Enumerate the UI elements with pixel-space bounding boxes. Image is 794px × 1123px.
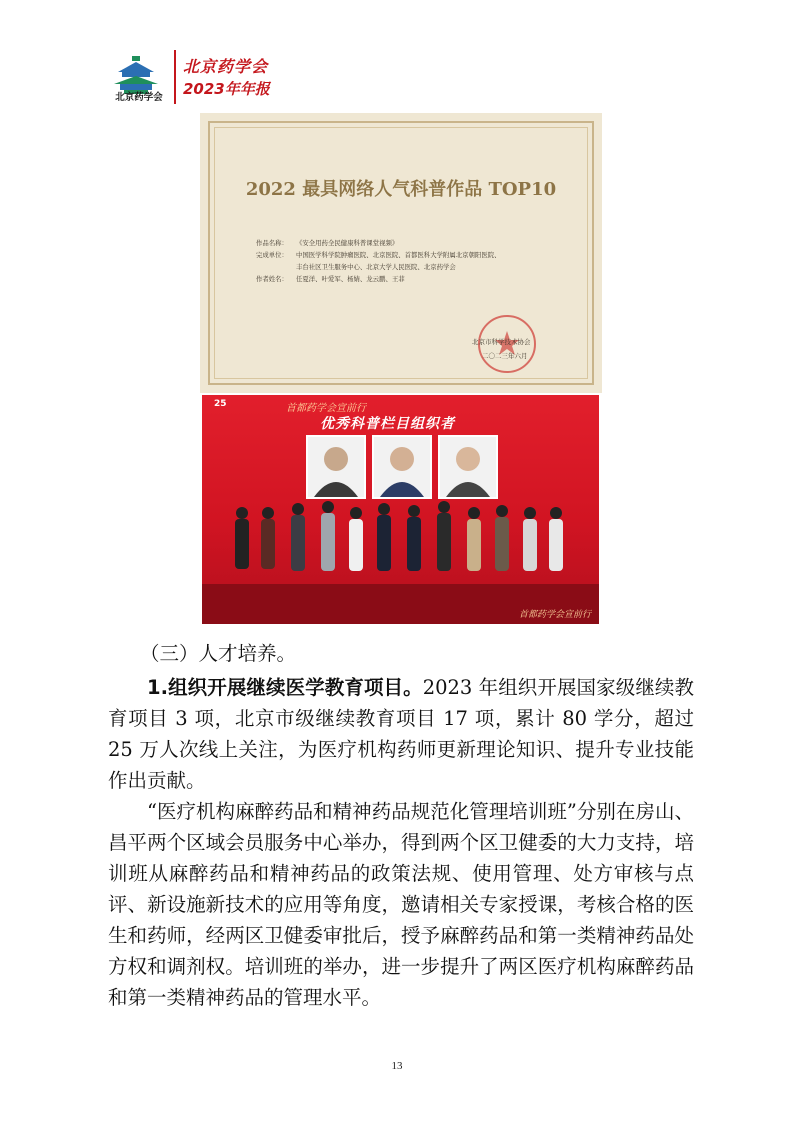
- paragraph-1-lead: 1.组织开展继续医学教育项目。: [147, 676, 423, 699]
- event-banner: 优秀科普栏目组织者: [320, 416, 455, 432]
- page-number: 13: [391, 1060, 403, 1072]
- certificate-row-key: [256, 261, 296, 273]
- award-event-photo: [202, 395, 599, 624]
- header-year-title: 2023年年报: [183, 80, 270, 98]
- certificate-issuer: 北京市科学技术协会: [472, 338, 531, 346]
- certificate-row-key: 作品名称：: [256, 239, 288, 247]
- certificate-title: 2022 最具网络人气科普作品 TOP10: [245, 179, 557, 200]
- paragraph-1-text: 2023 年组织开展国家级继续教育项目 3 项，北京市级继续教育项目 17 项，累计 80 学分，超过 25 万人次线上关注，为医疗机构药师更新理论知识、提升专业技能作出贡献。: [108, 676, 694, 792]
- portrait-photo: [438, 435, 498, 499]
- certificate-row-value: 《安全用药全民健康科普课堂视频》: [296, 239, 399, 247]
- event-script-text: 首都药学会宣前行: [286, 403, 366, 414]
- paragraph-1: [108, 672, 694, 796]
- certificate-row-key: 完成单位：: [256, 251, 288, 259]
- certificate-row: [256, 273, 566, 285]
- certificate-date: 二〇二三年六月: [482, 352, 528, 360]
- portrait-photo: [306, 435, 366, 499]
- certificate-row-value: 任夏洋、叶爱军、杨婧、龙云鹏、王菲: [296, 275, 405, 283]
- certificate-photo: [200, 113, 602, 393]
- page-header: [108, 46, 288, 106]
- certificate-row-key: 作者姓名：: [256, 275, 288, 283]
- header-divider: [174, 50, 176, 104]
- header-title: 北京药学会: [183, 57, 269, 76]
- certificate-row-value: 中国医学科学院肿瘤医院、北京医院、首都医科大学附属北京朝阳医院、: [296, 251, 501, 259]
- logo-caption: 北京药学会: [115, 92, 163, 103]
- section-heading: （三）人才培养。: [140, 642, 297, 665]
- event-bottom-script: 首都药学会宣前行: [518, 610, 591, 620]
- event-logo-text: 25: [214, 399, 227, 409]
- certificate-row: [256, 237, 566, 249]
- paragraph-2: [108, 796, 694, 1013]
- paragraph-2-text: “医疗机构麻醉药品和精神药品规范化管理培训班”分别在房山、昌平两个区域会员服务中心举办，得到两个区卫健委的大力支持，培训班从麻醉药品和精神药品的政策法规、使用管理、处方审核与点评、新设施新技术的应用等角度，邀请相关专家授课，考核合格的医生和药师，经两区卫健委审批后，授予麻醉药品和第一类精神药品处方权和调剂权。培训班的举办，进一步提升了两区医疗机构麻醉药品和第一类精神药品的管理水平。: [108, 800, 694, 1009]
- certificate-row: [256, 261, 566, 273]
- certificate-details: [256, 237, 566, 285]
- certificate-row: [256, 249, 566, 261]
- portrait-photo: [372, 435, 432, 499]
- certificate-row-value: 丰台社区卫生服务中心、北京大学人民医院、北京药学会: [296, 263, 456, 271]
